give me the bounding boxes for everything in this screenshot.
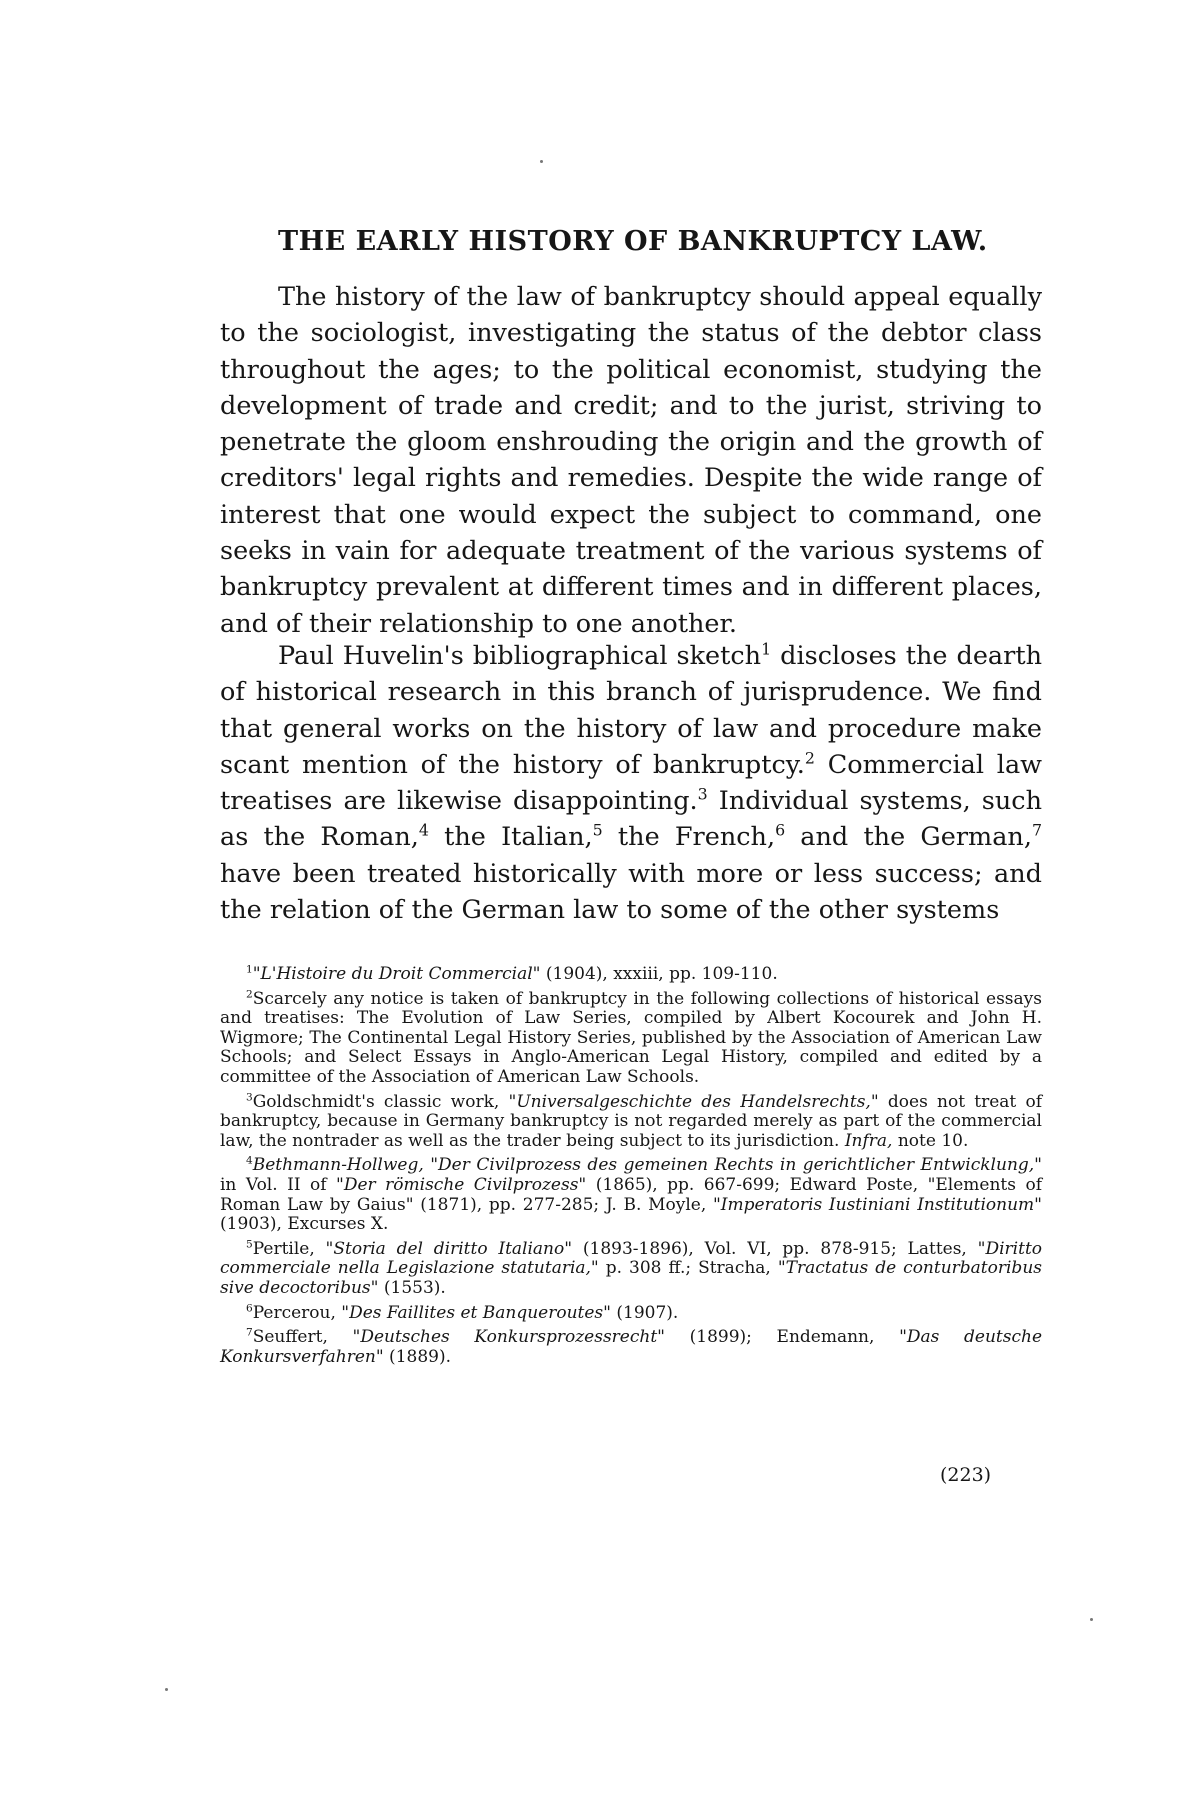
- text-run: the French,: [602, 822, 776, 853]
- footnote-2: [220, 987, 1042, 1088]
- footnote-1: [220, 965, 1042, 985]
- footnote-number: 4: [246, 1154, 253, 1167]
- footnote-number: 6: [246, 1301, 253, 1314]
- text-run: Goldschmidt's classic work,: [252, 1091, 509, 1112]
- text-run: "Imperatoris Iustiniani Institutionum": [712, 1194, 1042, 1215]
- text-run: "Der römische Civilprozess": [336, 1174, 587, 1195]
- text-run: Commercial law treatises are likewise disappointing.: [220, 749, 1042, 817]
- text-run: Scarcely any notice is taken of bankruptcy in the following collections of historical essays and treatises: The Evolution of Law Series, compiled by Albert Kocourek and John H. Wigmore; The Continental Legal History Series, published by the Association of American Law Schools; and Select Essays in Anglo-American Legal History, compiled and edited by a committee of the Association of American Law Schools.: [220, 988, 1042, 1087]
- footnote-3: [220, 1090, 1043, 1152]
- text-run: have been treated historically with more or less success; and the relation of the German law to some of the other systems: [220, 858, 1042, 926]
- footnote-ref-3[interactable]: 3: [697, 784, 708, 804]
- body-paragraph-1: [220, 279, 1042, 642]
- text-run: (1904), xxxiii, pp. 109-110.: [540, 964, 778, 984]
- text-run: Individual systems, such as the Roman,: [220, 786, 1042, 853]
- text-run: "Das deutsche Konkursverfahren": [220, 1327, 1042, 1367]
- footnote-ref-6[interactable]: 6: [775, 820, 786, 840]
- paragraph-text: The history of the law of bankruptcy should appeal equally to the sociologist, investigating the status of the debtor class throughout the ages; to the political economist, studying the development of trade and credit; and to the jurist, striving to penetrate the gloom enshrouding the origin and the growth of creditors' legal rights and remedies. Despite the wide range of interest that one would expect the subject to command, one seeks in vain for adequate treatment of the various systems of bankruptcy prevalent at different times and in different places, and of their relationship to one another.: [220, 282, 1042, 639]
- text-run: (1899); Endemann,: [664, 1327, 900, 1348]
- text-run: Percerou,: [252, 1302, 342, 1323]
- text-run: "Tractatus de conturbatoribus sive decoctoribus": [220, 1258, 1042, 1298]
- text-run: Bethmann-Hollweg, "Der Civilprozess des gemeinen Rechts in gerichtlicher Entwicklung,": [252, 1155, 1042, 1176]
- text-run: "Deutsches Konkursprozessrecht": [352, 1327, 665, 1348]
- text-run: "Des Faillites et Banqueroutes": [341, 1302, 611, 1323]
- text-run: (1907).: [610, 1302, 679, 1323]
- text-run: "Diritto commerciale nella Legislazione statutaria,": [220, 1238, 1043, 1279]
- text-run: and the German,: [785, 822, 1032, 853]
- article-title: THE EARLY HISTORY OF BANKRUPTCY LAW.: [278, 226, 988, 257]
- text-run: Seuffert,: [252, 1327, 353, 1348]
- footnote-ref-2[interactable]: 2: [804, 748, 815, 768]
- footnote-number: 5: [246, 1238, 253, 1251]
- footnote-number: 2: [246, 987, 253, 1000]
- footnote-4: [220, 1156, 1042, 1234]
- scan-speck: [1090, 1618, 1093, 1621]
- footnote-ref-4[interactable]: 4: [418, 820, 429, 840]
- text-run: p. 308 ff.; Stracha,: [598, 1258, 778, 1279]
- footnote-7: [220, 1328, 1042, 1367]
- text-run: note 10.: [892, 1130, 969, 1151]
- footnote-number: 7: [246, 1326, 253, 1339]
- scan-speck: [540, 160, 543, 163]
- text-run: (1903), Excurses X.: [220, 1214, 389, 1235]
- footnote-ref-1[interactable]: 1: [761, 639, 772, 659]
- paragraph-text: [220, 638, 1042, 928]
- page-number: (223): [940, 1464, 992, 1486]
- footnote-5: [220, 1240, 1042, 1299]
- text-run: "Storia del diritto Italiano": [325, 1238, 573, 1259]
- text-run: "L'Histoire du Droit Commercial": [252, 964, 541, 984]
- footnote-ref-5[interactable]: 5: [592, 820, 603, 840]
- scan-speck: [165, 1688, 168, 1691]
- text-run: discloses the dearth of historical research in this branch of jurisprudence. We find that general works on the history of law and procedure make scant mention of the history of bankruptcy.: [220, 641, 1042, 780]
- footnotes: [220, 965, 1042, 1372]
- text-run: in Vol. II of: [220, 1174, 337, 1195]
- text-run: Infra,: [844, 1130, 893, 1151]
- text-run: (1889).: [383, 1346, 451, 1367]
- body-paragraph-2: [220, 638, 1042, 928]
- footnote-number: 1: [246, 963, 253, 976]
- text-run: (1893-1896), Vol. VI, pp. 878-915; Lattes,: [572, 1238, 978, 1259]
- text-run: "Universalgeschichte des Handelsrechts,": [508, 1091, 879, 1112]
- text-run: Pertile,: [252, 1238, 326, 1259]
- footnote-ref-7[interactable]: 7: [1031, 820, 1043, 840]
- footnote-6: [220, 1301, 1042, 1324]
- text-run: the Italian,: [428, 822, 593, 853]
- text-run: (1553).: [378, 1277, 446, 1298]
- text-run: does not treat of bankruptcy, because in Germany bankruptcy is not regarded merely as part of the commercial law, the nontrader as well as the trader being subject to its jurisdiction.: [220, 1091, 1043, 1151]
- text-run: (1865), pp. 667-699; Edward Poste, "Elements of Roman Law by Gaius" (1871), pp. 277-285; J. B. Moyle,: [220, 1174, 1042, 1215]
- footnote-number: 3: [246, 1090, 253, 1103]
- text-run: Paul Huvelin's bibliographical sketch: [278, 641, 762, 671]
